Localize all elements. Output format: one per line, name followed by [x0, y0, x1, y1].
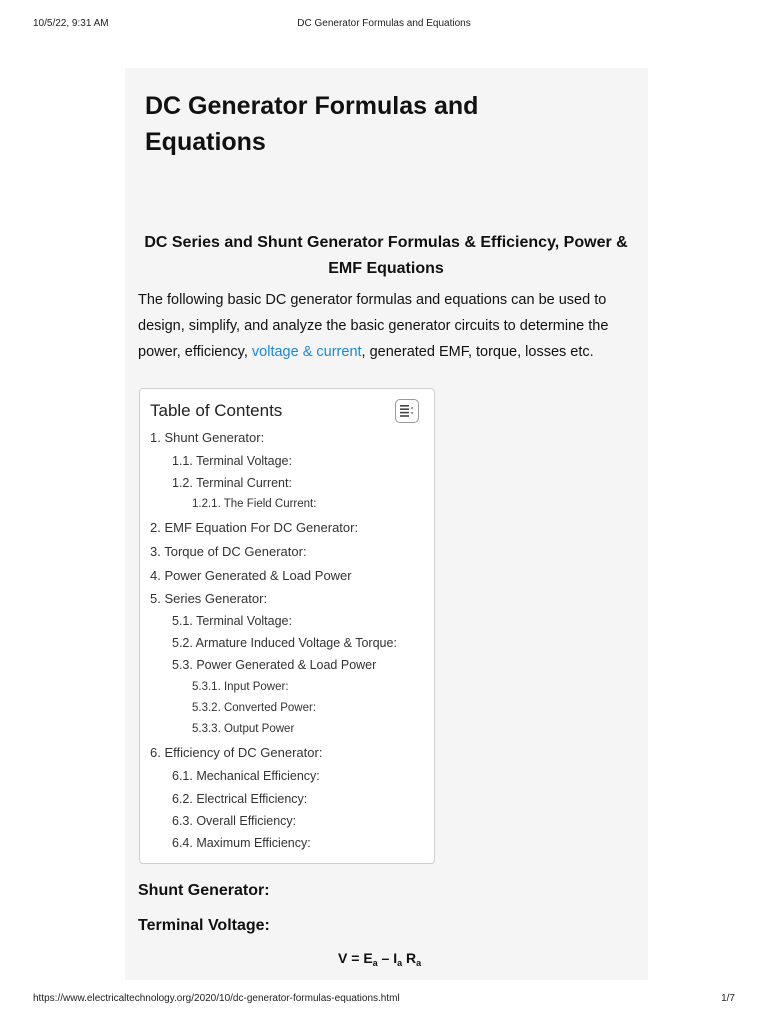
toc-item[interactable]: 2. EMF Equation For DC Generator: [150, 520, 359, 535]
toc-item[interactable]: 5.3.2. Converted Power: [192, 702, 317, 714]
formula-i: I [393, 950, 398, 966]
formula-e-sub: a [372, 958, 378, 968]
print-date: 10/5/22, 9:31 AM [33, 18, 109, 29]
shunt-generator-heading: Shunt Generator: [138, 882, 270, 899]
toc-item[interactable]: 5. Series Generator: [150, 591, 268, 606]
toc-list [140, 389, 436, 865]
toc-item[interactable]: 1.2.1. The Field Current: [192, 498, 317, 510]
toc-item[interactable]: 6.2. Electrical Efficiency: [172, 792, 308, 806]
voltage-current-link[interactable]: voltage & current [251, 344, 362, 360]
print-header [0, 18, 768, 32]
toc-item[interactable]: 5.2. Armature Induced Voltage & Torque: [172, 636, 397, 650]
formula-e: E [363, 950, 373, 966]
formula-r: R [402, 950, 417, 966]
section-heading: DC Series and Shunt Generator Formulas & Efficiency, Power & EMF Equations [144, 234, 628, 277]
toc-item[interactable]: 5.3.3. Output Power [192, 723, 295, 735]
toc-item[interactable]: 6. Efficiency of DC Generator: [150, 745, 323, 760]
toc-item[interactable]: 1. Shunt Generator: [150, 430, 265, 445]
page-title: DC Generator Formulas and Equations [145, 92, 479, 156]
toc-title: Table of Contents [150, 401, 283, 420]
toc-item[interactable]: 6.4. Maximum Efficiency: [172, 836, 311, 850]
table-of-contents [139, 388, 435, 864]
intro-text-after: , generated EMF, torque, losses etc. [361, 344, 594, 360]
toc-item[interactable]: 1.1. Terminal Voltage: [172, 454, 292, 468]
print-footer [0, 993, 768, 1007]
toc-item[interactable]: 5.3. Power Generated & Load Power [172, 658, 377, 672]
toc-item[interactable]: 6.3. Overall Efficiency: [172, 814, 297, 828]
toc-item[interactable]: 3. Torque of DC Generator: [150, 544, 307, 559]
toc-item[interactable]: 5.1. Terminal Voltage: [172, 614, 292, 628]
print-url: https://www.electricaltechnology.org/2020/10/dc-generator-formulas-equations.html [33, 993, 400, 1004]
formula-lhs: V [338, 950, 348, 966]
terminal-voltage-heading: Terminal Voltage: [138, 917, 270, 934]
formula-equals: = [347, 950, 364, 966]
print-page-number: 1/7 [721, 993, 735, 1004]
intro-paragraph [138, 287, 638, 365]
toc-item[interactable]: 6.1. Mechanical Efficiency: [172, 769, 320, 783]
intro-text-before: The following basic DC generator formulas and equations can be used to design, simplify, and analyze the basic generator circuits to determine the power, efficiency, [138, 292, 609, 360]
formula-minus: – [377, 950, 394, 966]
formula-i-sub: a [397, 958, 403, 968]
toc-item[interactable]: 4. Power Generated & Load Power [150, 568, 352, 583]
toc-item[interactable]: 1.2. Terminal Current: [172, 476, 292, 490]
formula-r-sub: a [416, 958, 422, 968]
print-title: DC Generator Formulas and Equations [297, 18, 471, 29]
toc-item[interactable]: 5.3.1. Input Power: [192, 681, 289, 693]
terminal-voltage-formula [338, 950, 421, 968]
